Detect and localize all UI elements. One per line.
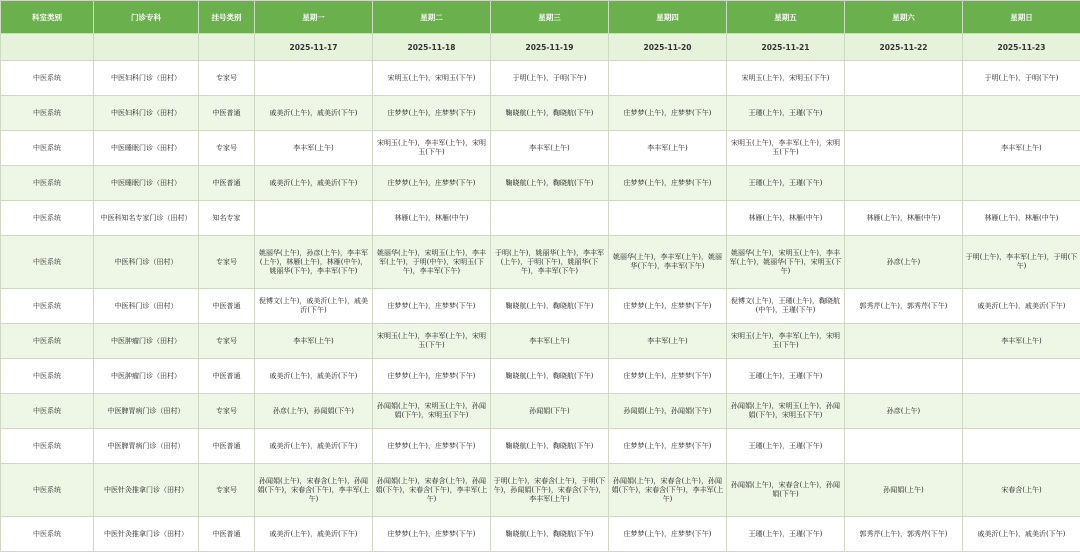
schedule-cell-friday: 姚丽华(上午)，宋明玉(上午)，李丰军(上午)，姚丽华(下午)，宋明玉(下午) [727, 236, 845, 289]
schedule-cell-tuesday: 孙闻娟(上午)，宋明玉(上午)，孙闻娟(下午)，宋明玉(下午) [373, 394, 491, 429]
department-category-cell: 中医系统 [1, 359, 94, 394]
schedule-cell-monday: 戚美沂(上午)，戚美沂(下午) [255, 166, 373, 201]
clinic-cell: 中医针灸推拿门诊（田村） [94, 517, 199, 552]
schedule-cell-tuesday: 庄梦梦(上午)，庄梦梦(下午) [373, 289, 491, 324]
clinic-cell: 中医脾胃病门诊（田村） [94, 394, 199, 429]
schedule-cell-wednesday: 鞠晓航(上午)，鞠晓航(下午) [491, 166, 609, 201]
table-row [1, 236, 1080, 289]
department-category-cell: 中医系统 [1, 236, 94, 289]
registration-type-cell: 专家号 [199, 394, 255, 429]
table-header [1, 1, 1080, 61]
header-thursday: 星期四 [609, 1, 727, 34]
header-department-category: 科室类别 [1, 1, 94, 34]
department-category-cell: 中医系统 [1, 96, 94, 131]
clinic-cell: 中医睡眠门诊（田村） [94, 166, 199, 201]
table-row [1, 324, 1080, 359]
schedule-cell-thursday: 李丰军(上午) [609, 131, 727, 166]
schedule-cell-saturday [845, 324, 963, 359]
schedule-cell-thursday: 庄梦梦(上午)，庄梦梦(下午) [609, 359, 727, 394]
schedule-cell-sunday: 于明(上午)，李丰军(上午)，于明(下午) [963, 236, 1080, 289]
schedule-cell-wednesday: 于明(上午)，宋春含(上午)，于明(下午)，孙闻娟(下午)，宋春含(下午)，李丰军(上午) [491, 464, 609, 517]
schedule-cell-saturday: 郭秀芹(上午)，郭秀芹(下午) [845, 517, 963, 552]
date-tuesday: 2025-11-18 [373, 34, 491, 61]
schedule-cell-tuesday: 庄梦梦(上午)，庄梦梦(下午) [373, 166, 491, 201]
schedule-cell-wednesday: 孙闻娟(下午) [491, 394, 609, 429]
registration-type-cell: 中医普通 [199, 517, 255, 552]
table-row [1, 289, 1080, 324]
schedule-cell-wednesday: 鞠晓航(上午)，鞠晓航(下午) [491, 517, 609, 552]
schedule-cell-thursday: 庄梦梦(上午)，庄梦梦(下午) [609, 517, 727, 552]
table-row [1, 61, 1080, 96]
schedule-cell-monday: 戚美沂(上午)，戚美沂(下午) [255, 517, 373, 552]
date-blank-cell [199, 34, 255, 61]
schedule-cell-tuesday: 庄梦梦(上午)，庄梦梦(下午) [373, 359, 491, 394]
department-category-cell: 中医系统 [1, 131, 94, 166]
schedule-cell-sunday: 宋春含(上午) [963, 464, 1080, 517]
header-friday: 星期五 [727, 1, 845, 34]
header-wednesday: 星期三 [491, 1, 609, 34]
schedule-cell-tuesday: 孙闻娟(上午)，宋春含(上午)，孙闻娟(下午)，宋春含(下午)，李丰军(上午) [373, 464, 491, 517]
schedule-cell-wednesday: 李丰军(上午) [491, 131, 609, 166]
header-monday: 星期一 [255, 1, 373, 34]
table-row [1, 464, 1080, 517]
clinic-cell: 中医脾胃病门诊（田村） [94, 429, 199, 464]
schedule-cell-wednesday: 李丰军(上午) [491, 324, 609, 359]
department-category-cell: 中医系统 [1, 517, 94, 552]
schedule-cell-saturday [845, 61, 963, 96]
schedule-cell-friday: 王瑾(上午)，王瑾(下午) [727, 96, 845, 131]
clinic-cell: 中医妇科门诊（田村） [94, 96, 199, 131]
schedule-cell-saturday [845, 131, 963, 166]
schedule-cell-friday: 王瑾(上午)，王瑾(下午) [727, 517, 845, 552]
schedule-cell-friday: 倪博文(上午)，王瑾(上午)，鞠晓航(中午)，王瑾(下午) [727, 289, 845, 324]
schedule-cell-sunday: 戚美沂(上午)，戚美沂(下午) [963, 289, 1080, 324]
registration-type-cell: 中医普通 [199, 96, 255, 131]
schedule-cell-thursday: 庄梦梦(上午)，庄梦梦(下午) [609, 289, 727, 324]
date-monday: 2025-11-17 [255, 34, 373, 61]
schedule-cell-sunday: 林雁(上午)，林雁(中午) [963, 201, 1080, 236]
schedule-cell-saturday [845, 166, 963, 201]
registration-type-cell: 中医普通 [199, 359, 255, 394]
schedule-cell-tuesday: 姚丽华(上午)，宋明玉(上午)，李丰军(上午)，于明(中午)，宋明玉(下午)，李丰军(下午) [373, 236, 491, 289]
clinic-cell: 中医针灸推拿门诊（田村） [94, 464, 199, 517]
schedule-cell-thursday [609, 61, 727, 96]
schedule-cell-friday: 林雁(上午)，林雁(中午) [727, 201, 845, 236]
table-row [1, 429, 1080, 464]
schedule-cell-sunday [963, 429, 1080, 464]
schedule-cell-saturday [845, 359, 963, 394]
schedule-cell-monday [255, 201, 373, 236]
registration-type-cell: 专家号 [199, 236, 255, 289]
schedule-cell-tuesday: 庄梦梦(上午)，庄梦梦(下午) [373, 429, 491, 464]
table-row [1, 166, 1080, 201]
department-category-cell: 中医系统 [1, 166, 94, 201]
schedule-cell-sunday: 李丰军(上午) [963, 324, 1080, 359]
schedule-cell-saturday: 孙彦(上午) [845, 236, 963, 289]
schedule-cell-tuesday: 宋明玉(上午)，李丰军(上午)，宋明玉(下午) [373, 131, 491, 166]
table-row [1, 201, 1080, 236]
table-row [1, 131, 1080, 166]
date-wednesday: 2025-11-19 [491, 34, 609, 61]
date-thursday: 2025-11-20 [609, 34, 727, 61]
schedule-cell-monday: 姚丽华(上午)，孙彦(上午)，李丰军(上午)，林雁(上午)，林雁(中午)，姚丽华(下午)，李丰军(下午) [255, 236, 373, 289]
table-row [1, 359, 1080, 394]
schedule-cell-sunday [963, 96, 1080, 131]
header-sunday: 星期日 [963, 1, 1080, 34]
schedule-cell-thursday: 姚丽华(上午)，李丰军(上午)，姚丽华(下午)，李丰军(下午) [609, 236, 727, 289]
schedule-cell-monday: 孙彦(上午)，孙闻娟(下午) [255, 394, 373, 429]
schedule-cell-saturday: 孙彦(上午) [845, 394, 963, 429]
schedule-cell-thursday: 庄梦梦(上午)，庄梦梦(下午) [609, 96, 727, 131]
header-registration-type: 挂号类别 [199, 1, 255, 34]
schedule-cell-wednesday: 鞠晓航(上午)，鞠晓航(下午) [491, 289, 609, 324]
date-row [1, 34, 1080, 61]
clinic-cell: 中医科门诊（田村） [94, 289, 199, 324]
department-category-cell: 中医系统 [1, 201, 94, 236]
registration-type-cell: 知名专家 [199, 201, 255, 236]
schedule-cell-wednesday [491, 201, 609, 236]
schedule-cell-saturday: 林雁(上午)，林雁(中午) [845, 201, 963, 236]
clinic-cell: 中医妇科门诊（田村） [94, 61, 199, 96]
table-row [1, 394, 1080, 429]
date-saturday: 2025-11-22 [845, 34, 963, 61]
schedule-cell-saturday: 郭秀芹(上午)，郭秀芹(下午) [845, 289, 963, 324]
clinic-cell: 中医肿瘤门诊（田村） [94, 324, 199, 359]
schedule-cell-wednesday: 鞠晓航(上午)，鞠晓航(下午) [491, 359, 609, 394]
schedule-cell-friday: 王瑾(上午)，王瑾(下午) [727, 429, 845, 464]
clinic-cell: 中医睡眠门诊（田村） [94, 131, 199, 166]
schedule-cell-thursday: 孙闻娟(上午)，宋春含(上午)，孙闻娟(下午)，宋春含(下午)，李丰军(上午) [609, 464, 727, 517]
schedule-cell-wednesday: 于明(上午)，姚丽华(上午)，李丰军(上午)，于明(下午)，姚丽华(下午)，李丰军(下午) [491, 236, 609, 289]
table-body [1, 61, 1080, 552]
schedule-cell-tuesday: 林雁(上午)，林雁(中午) [373, 201, 491, 236]
schedule-cell-tuesday: 庄梦梦(上午)，庄梦梦(下午) [373, 517, 491, 552]
schedule-cell-monday: 孙闻娟(上午)，宋春含(上午)，孙闻娟(下午)，宋春含(下午)，李丰军(上午) [255, 464, 373, 517]
schedule-cell-monday: 李丰军(上午) [255, 324, 373, 359]
department-category-cell: 中医系统 [1, 61, 94, 96]
header-row [1, 1, 1080, 34]
schedule-cell-sunday: 戚美沂(上午)，戚美沂(下午) [963, 517, 1080, 552]
registration-type-cell: 专家号 [199, 324, 255, 359]
schedule-cell-sunday [963, 166, 1080, 201]
schedule-cell-monday: 戚美沂(上午)，戚美沂(下午) [255, 429, 373, 464]
schedule-cell-tuesday: 庄梦梦(上午)，庄梦梦(下午) [373, 96, 491, 131]
schedule-cell-sunday [963, 394, 1080, 429]
schedule-cell-friday: 宋明玉(上午)，李丰军(上午)，宋明玉(下午) [727, 324, 845, 359]
date-friday: 2025-11-21 [727, 34, 845, 61]
date-blank-cell [1, 34, 94, 61]
clinic-cell: 中医科门诊（田村） [94, 236, 199, 289]
registration-type-cell: 中医普通 [199, 166, 255, 201]
header-tuesday: 星期二 [373, 1, 491, 34]
schedule-cell-wednesday: 鞠晓航(上午)，鞠晓航(下午) [491, 429, 609, 464]
schedule-cell-saturday [845, 96, 963, 131]
schedule-cell-thursday: 庄梦梦(上午)，庄梦梦(下午) [609, 429, 727, 464]
clinic-cell: 中医肿瘤门诊（田村） [94, 359, 199, 394]
department-category-cell: 中医系统 [1, 464, 94, 517]
schedule-cell-thursday [609, 201, 727, 236]
date-blank-cell [94, 34, 199, 61]
department-category-cell: 中医系统 [1, 429, 94, 464]
schedule-cell-monday: 戚美沂(上午)，戚美沂(下午) [255, 96, 373, 131]
schedule-cell-monday: 李丰军(上午) [255, 131, 373, 166]
schedule-cell-sunday [963, 359, 1080, 394]
schedule-cell-friday: 宋明玉(上午)，宋明玉(下午) [727, 61, 845, 96]
department-category-cell: 中医系统 [1, 289, 94, 324]
schedule-cell-friday: 王瑾(上午)，王瑾(下午) [727, 166, 845, 201]
schedule-cell-thursday: 李丰军(上午) [609, 324, 727, 359]
schedule-cell-monday [255, 61, 373, 96]
schedule-cell-monday: 戚美沂(上午)，戚美沂(下午) [255, 359, 373, 394]
registration-type-cell: 中医普通 [199, 429, 255, 464]
schedule-cell-friday: 王瑾(上午)，王瑾(下午) [727, 359, 845, 394]
schedule-cell-wednesday: 鞠晓航(上午)，鞠晓航(下午) [491, 96, 609, 131]
schedule-cell-friday: 孙闻娟(上午)，宋明玉(上午)，孙闻娟(下午)，宋明玉(下午) [727, 394, 845, 429]
registration-type-cell: 专家号 [199, 61, 255, 96]
registration-type-cell: 专家号 [199, 131, 255, 166]
registration-type-cell: 专家号 [199, 464, 255, 517]
department-category-cell: 中医系统 [1, 324, 94, 359]
schedule-cell-friday: 宋明玉(上午)，李丰军(上午)，宋明玉(下午) [727, 131, 845, 166]
schedule-cell-sunday: 李丰军(上午) [963, 131, 1080, 166]
schedule-cell-monday: 倪博文(上午)，戚美沂(上午)，戚美沂(下午) [255, 289, 373, 324]
date-sunday: 2025-11-23 [963, 34, 1080, 61]
table-row [1, 517, 1080, 552]
clinic-cell: 中医科知名专家门诊（田村） [94, 201, 199, 236]
schedule-cell-tuesday: 宋明玉(上午)，李丰军(上午)，宋明玉(下午) [373, 324, 491, 359]
schedule-cell-thursday: 庄梦梦(上午)，庄梦梦(下午) [609, 166, 727, 201]
schedule-cell-friday: 孙闻娟(上午)，宋春含(上午)，孙闻娟(下午) [727, 464, 845, 517]
header-saturday: 星期六 [845, 1, 963, 34]
schedule-cell-saturday: 孙闻娟(上午) [845, 464, 963, 517]
schedule-cell-saturday [845, 429, 963, 464]
schedule-cell-thursday: 孙闻娟(上午)，孙闻娟(下午) [609, 394, 727, 429]
schedule-cell-sunday: 于明(上午)，于明(下午) [963, 61, 1080, 96]
table-row [1, 96, 1080, 131]
schedule-cell-wednesday: 于明(上午)，于明(下午) [491, 61, 609, 96]
header-clinic-specialty: 门诊专科 [94, 1, 199, 34]
registration-type-cell: 中医普通 [199, 289, 255, 324]
department-category-cell: 中医系统 [1, 394, 94, 429]
schedule-cell-tuesday: 宋明玉(上午)，宋明玉(下午) [373, 61, 491, 96]
